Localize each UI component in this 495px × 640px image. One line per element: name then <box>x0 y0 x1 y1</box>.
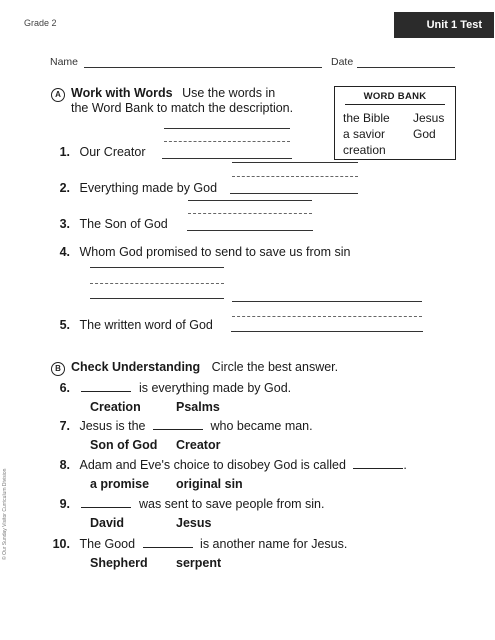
word-bank-word: a savior <box>343 127 386 141</box>
answer-line-1-top[interactable] <box>164 128 290 129</box>
section-b-instruction: Circle the best answer. <box>211 360 339 374</box>
section-a-heading <box>71 86 275 100</box>
question-text: Whom God promised to send to save us from sin <box>79 245 351 259</box>
copyright-note: © Our Sunday Visitor Curriculum Division <box>2 468 8 560</box>
answer-dashline-4 <box>90 283 224 284</box>
answer-line-2[interactable] <box>230 193 358 194</box>
answer-line-4-top[interactable] <box>90 267 224 268</box>
question-number: 5. <box>59 318 70 332</box>
answer-line-2-top[interactable] <box>232 162 358 163</box>
word-bank-word: Jesus <box>413 111 445 125</box>
answer-line-1[interactable] <box>162 158 292 159</box>
choice-9b[interactable]: Jesus <box>176 516 212 530</box>
answer-dashline-2 <box>232 176 358 177</box>
question-1 <box>50 145 145 159</box>
question-text: The written word of God <box>79 318 213 332</box>
choice-9a[interactable]: David <box>90 516 125 530</box>
answer-line-3[interactable] <box>187 230 313 231</box>
question-text-after: . <box>403 458 407 472</box>
question-number: 6. <box>59 381 70 395</box>
word-bank <box>334 86 456 160</box>
question-text-before: Adam and Eve's choice to disobey God is called <box>79 458 346 472</box>
question-number: 7. <box>59 419 70 433</box>
choice-10a[interactable]: Shepherd <box>90 556 148 570</box>
grade-label: Grade 2 <box>24 18 57 28</box>
word-bank-divider <box>345 104 445 105</box>
date-field[interactable] <box>357 67 455 68</box>
blank-7[interactable] <box>153 429 203 430</box>
question-number: 8. <box>59 458 70 472</box>
question-3 <box>50 217 168 231</box>
choice-6b[interactable]: Psalms <box>176 400 220 414</box>
choice-7b[interactable]: Creator <box>176 438 221 452</box>
question-text-after: is everything made by God. <box>138 381 292 395</box>
name-label: Name <box>50 56 79 68</box>
question-number: 4. <box>59 245 70 259</box>
question-text-before: The Good <box>79 537 136 551</box>
question-number: 10. <box>52 537 70 551</box>
question-number: 9. <box>59 497 70 511</box>
word-bank-word: the Bible <box>343 111 390 125</box>
section-a-title: Work with Words <box>71 86 173 100</box>
question-6 <box>50 381 291 395</box>
section-b-heading <box>71 360 338 374</box>
section-b-title: Check Understanding <box>71 360 201 374</box>
section-a-instruction: Use the words in <box>182 86 276 100</box>
blank-10[interactable] <box>143 547 193 548</box>
blank-6[interactable] <box>81 391 131 392</box>
choice-6a[interactable]: Creation <box>90 400 141 414</box>
question-text-after: is another name for Jesus. <box>200 537 348 551</box>
question-number: 1. <box>59 145 70 159</box>
choice-7a[interactable]: Son of God <box>90 438 158 452</box>
answer-dashline-5 <box>232 316 422 317</box>
section-b-badge: B <box>51 362 65 376</box>
question-8 <box>50 458 407 472</box>
date-label: Date <box>331 56 354 68</box>
question-text-after: was sent to save people from sin. <box>138 497 325 511</box>
question-10 <box>50 537 347 551</box>
section-a-badge: A <box>51 88 65 102</box>
answer-line-3-top[interactable] <box>188 200 312 201</box>
question-7 <box>50 419 313 433</box>
answer-line-5-top[interactable] <box>232 301 422 302</box>
question-number: 2. <box>59 181 70 195</box>
question-text: Everything made by God <box>79 181 218 195</box>
question-text-before: Jesus is the <box>79 419 146 433</box>
word-bank-word: creation <box>343 143 386 157</box>
section-a-instruction-2: the Word Bank to match the description. <box>71 101 294 115</box>
answer-line-5[interactable] <box>231 331 423 332</box>
answer-dashline-1 <box>164 141 290 142</box>
blank-9[interactable] <box>81 507 131 508</box>
question-text: The Son of God <box>79 217 168 231</box>
choice-8a[interactable]: a promise <box>90 477 150 491</box>
choice-10b[interactable]: serpent <box>176 556 222 570</box>
word-bank-title: WORD BANK <box>363 91 427 102</box>
name-field[interactable] <box>84 67 322 68</box>
question-2 <box>50 181 217 195</box>
question-4 <box>50 245 350 259</box>
choice-8b[interactable]: original sin <box>176 477 243 491</box>
question-text: Our Creator <box>79 145 146 159</box>
word-bank-word: God <box>413 127 436 141</box>
answer-line-4[interactable] <box>90 298 224 299</box>
question-text-after: who became man. <box>210 419 313 433</box>
unit-tab-label: Unit 1 Test <box>426 19 482 31</box>
answer-dashline-3 <box>188 213 312 214</box>
blank-8[interactable] <box>353 468 403 469</box>
question-number: 3. <box>59 217 70 231</box>
question-5 <box>50 318 213 332</box>
unit-tab <box>394 12 494 38</box>
question-9 <box>50 497 324 511</box>
